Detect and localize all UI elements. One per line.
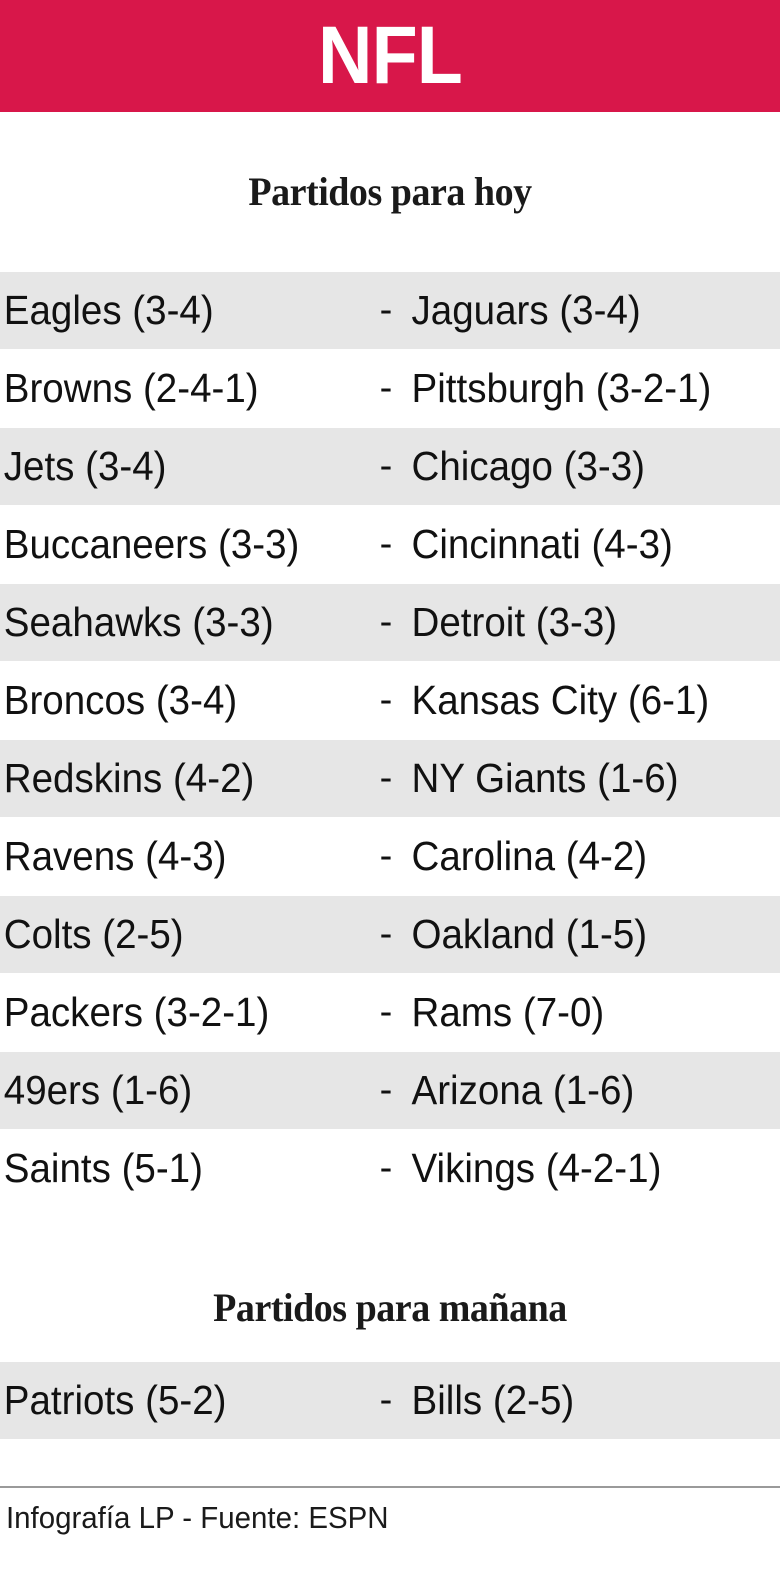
away-team: Cincinnati (4-3) (411, 521, 673, 567)
away-team: Oakland (1-5) (411, 911, 648, 957)
home-team: Redskins (4-2) (3, 755, 255, 801)
table-row (0, 272, 780, 350)
home-team: Jets (3-4) (3, 443, 167, 489)
home-team: Packers (3-2-1) (3, 989, 270, 1035)
away-team: Carolina (4-2) (411, 833, 648, 879)
footer-credit: Infografía LP - Fuente: ESPN (6, 1500, 389, 1535)
games-list-today (0, 272, 780, 1208)
away-team: Vikings (4-2-1) (411, 1145, 662, 1191)
table-row (0, 428, 780, 506)
away-team: Arizona (1-6) (411, 1067, 635, 1113)
table-row (0, 1362, 780, 1440)
away-team: Detroit (3-3) (411, 599, 618, 645)
home-team: Broncos (3-4) (3, 677, 238, 723)
home-team: Seahawks (3-3) (3, 599, 274, 645)
home-team: Colts (2-5) (3, 911, 184, 957)
separator: - (379, 835, 393, 877)
separator: - (379, 679, 393, 721)
home-team: Saints (5-1) (3, 1145, 203, 1191)
table-row (0, 584, 780, 662)
home-team: Buccaneers (3-3) (3, 521, 300, 567)
table-row (0, 974, 780, 1052)
section-heading-today: Partidos para hoy (248, 169, 532, 214)
away-team: Pittsburgh (3-2-1) (411, 365, 712, 411)
separator: - (379, 1147, 393, 1189)
away-team: Bills (2-5) (411, 1377, 575, 1423)
away-team: Jaguars (3-4) (411, 287, 641, 333)
table-row (0, 1052, 780, 1130)
table-row (0, 350, 780, 428)
games-list-tomorrow (0, 1362, 780, 1440)
table-row (0, 662, 780, 740)
home-team: 49ers (1-6) (3, 1067, 193, 1113)
away-team: Rams (7-0) (411, 989, 605, 1035)
away-team: Kansas City (6-1) (411, 677, 710, 723)
home-team: Browns (2-4-1) (3, 365, 259, 411)
table-row (0, 506, 780, 584)
table-row (0, 1130, 780, 1208)
home-team: Ravens (4-3) (3, 833, 227, 879)
table-row (0, 818, 780, 896)
away-team: NY Giants (1-6) (411, 755, 679, 801)
separator: - (379, 445, 393, 487)
separator: - (379, 523, 393, 565)
separator: - (379, 1379, 393, 1421)
separator: - (379, 913, 393, 955)
table-row (0, 740, 780, 818)
away-team: Chicago (3-3) (411, 443, 646, 489)
home-team: Eagles (3-4) (3, 287, 214, 333)
separator: - (379, 757, 393, 799)
separator: - (379, 289, 393, 331)
page-title: NFL (318, 10, 462, 101)
separator: - (379, 1069, 393, 1111)
home-team: Patriots (5-2) (3, 1377, 227, 1423)
table-row (0, 896, 780, 974)
separator: - (379, 601, 393, 643)
footer-divider (0, 1486, 780, 1488)
separator: - (379, 991, 393, 1033)
section-heading-tomorrow: Partidos para mañana (213, 1285, 567, 1330)
separator: - (379, 367, 393, 409)
